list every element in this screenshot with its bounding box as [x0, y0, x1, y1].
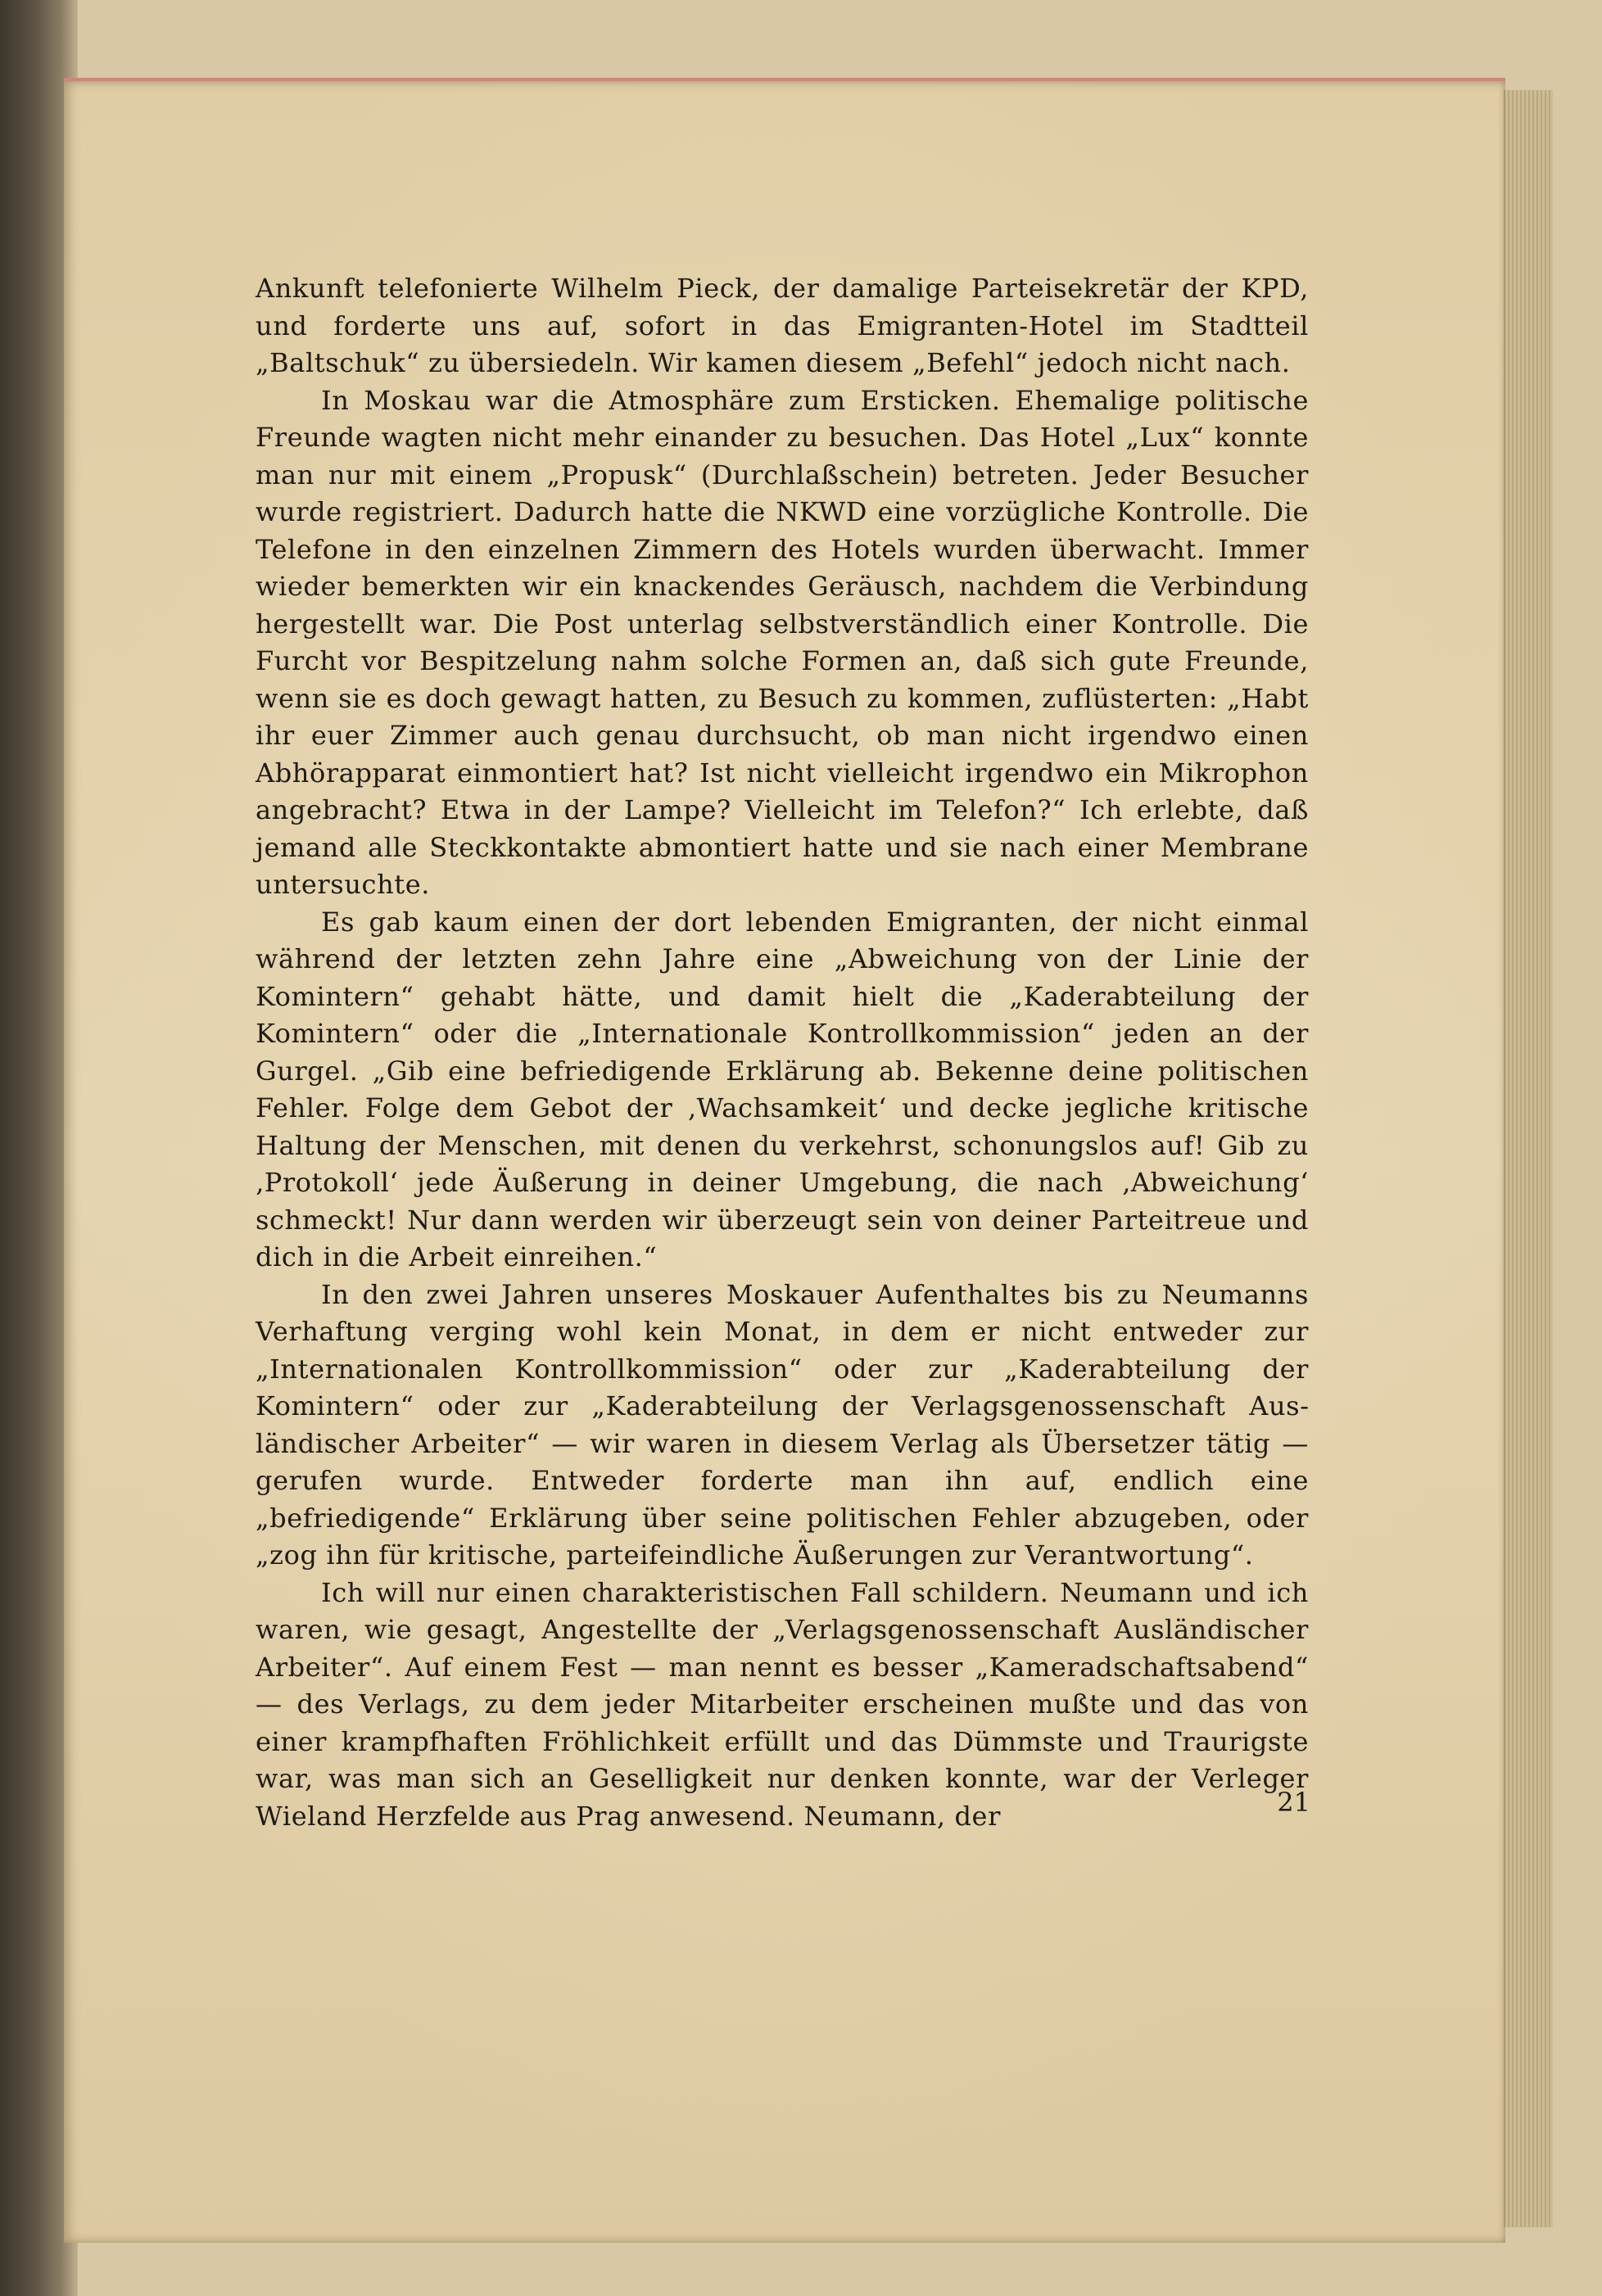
paragraph-5: Ich will nur einen charakteristischen Fall schildern. Neumann und ich waren, wie gesagt, Angestellte der „Verlagsgenossenschaft Ausländischer Arbeiter“. Auf einem Fest — man nennt es besser „Kameradschaftsabend“ — des Verlags, zu dem jeder Mitarbeiter erscheinen mußte und das von einer krampfhaften Fröhlichkeit erfüllt und das Dümmste und Traurigste war, was man sich an Geselligkeit nur denken konnte, war der Verleger Wieland Herzfelde aus Prag anwesend. Neumann, der — [256, 1576, 1309, 1832]
paragraph-1: Ankunft telefonierte Wilhelm Pieck, der damalige Parteisekretär der KPD, und forderte uns auf, sofort in das Emigranten-Hotel im Stadtteil „Baltschuk“ zu übersiedeln. Wir kamen diesem „Befehl“ jedoch nicht nach. — [256, 273, 1309, 378]
page-edges — [1504, 90, 1553, 2227]
paragraph-4: In den zwei Jahren unseres Moskauer Aufenthaltes bis zu Neumanns Verhaftung verging wohl kein Monat, in dem er nicht entweder zur „Internationalen Kontrollkommission“ oder zur „Kaderabteilung der Komintern“ oder zur „Kaderabteilung der Verlagsgenossenschaft Ausländischer Arbeiter“ — wir waren in diesem Verlag als Übersetzer tätig — gerufen wurde. Entweder forderte man ihn auf, endlich eine „befriedigende“ Erklärung über seine politischen Fehler abzugeben, oder „zog ihn für kritische, parteifeindliche Äußerungen zur Verantwortung“. — [256, 1278, 1309, 1571]
page-number: 21 — [1277, 1787, 1310, 1818]
paragraph-2: In Moskau war die Atmosphäre zum Ersticken. Ehemalige politische Freunde wagten nicht mehr einander zu besuchen. Das Hotel „Lux“ konnte man nur mit einem „Propusk“ (Durchlaßschein) betreten. Jeder Besucher wurde registriert. Dadurch hatte die NKWD eine vorzügliche Kontrolle. Die Telefone in den einzelnen Zimmern des Hotels wurden überwacht. Immer wieder bemerkten wir ein knackendes Geräusch, nachdem die Verbindung hergestellt war. Die Post unterlag selbstverständlich einer Kontrolle. Die Furcht vor Bespitzelung nahm solche Formen an, daß sich gute Freunde, wenn sie es doch gewagt hatten, zu Besuch zu kommen, zuflüsterten: „Habt ihr euer Zimmer auch genau durchsucht, ob man nicht irgendwo einen Abhörapparat einmontiert hat? Ist nicht vielleicht irgendwo ein Mikrophon angebracht? Etwa in der Lampe? Vielleicht im Telefon?“ Ich erlebte, daß jemand alle Steckkontakte abmontiert hatte und sie nach einer Membrane untersuchte. — [256, 384, 1309, 900]
paragraph-3: Es gab kaum einen der dort lebenden Emigranten, der nicht einmal während der letzten zehn Jahre eine „Abweichung von der Linie der Komintern“ gehabt hätte, und damit hielt die „Kaderabteilung der Komintern“ oder die „Internationale Kontrollkommission“ jeden an der Gurgel. „Gib eine befriedigende Erklärung ab. Bekenne deine politischen Fehler. Folge dem Gebot der ‚Wachsamkeit‘ und decke jegliche kritische Haltung der Menschen, mit denen du verkehrst, schonungslos auf! Gib zu ‚Protokoll‘ jede Äußerung in deiner Umgebung, die nach ‚Abweichung‘ schmeckt! Nur dann werden wir überzeugt sein von deiner Parteitreue und dich in die Arbeit einreihen.“ — [256, 906, 1309, 1272]
body-text — [256, 270, 1309, 1835]
